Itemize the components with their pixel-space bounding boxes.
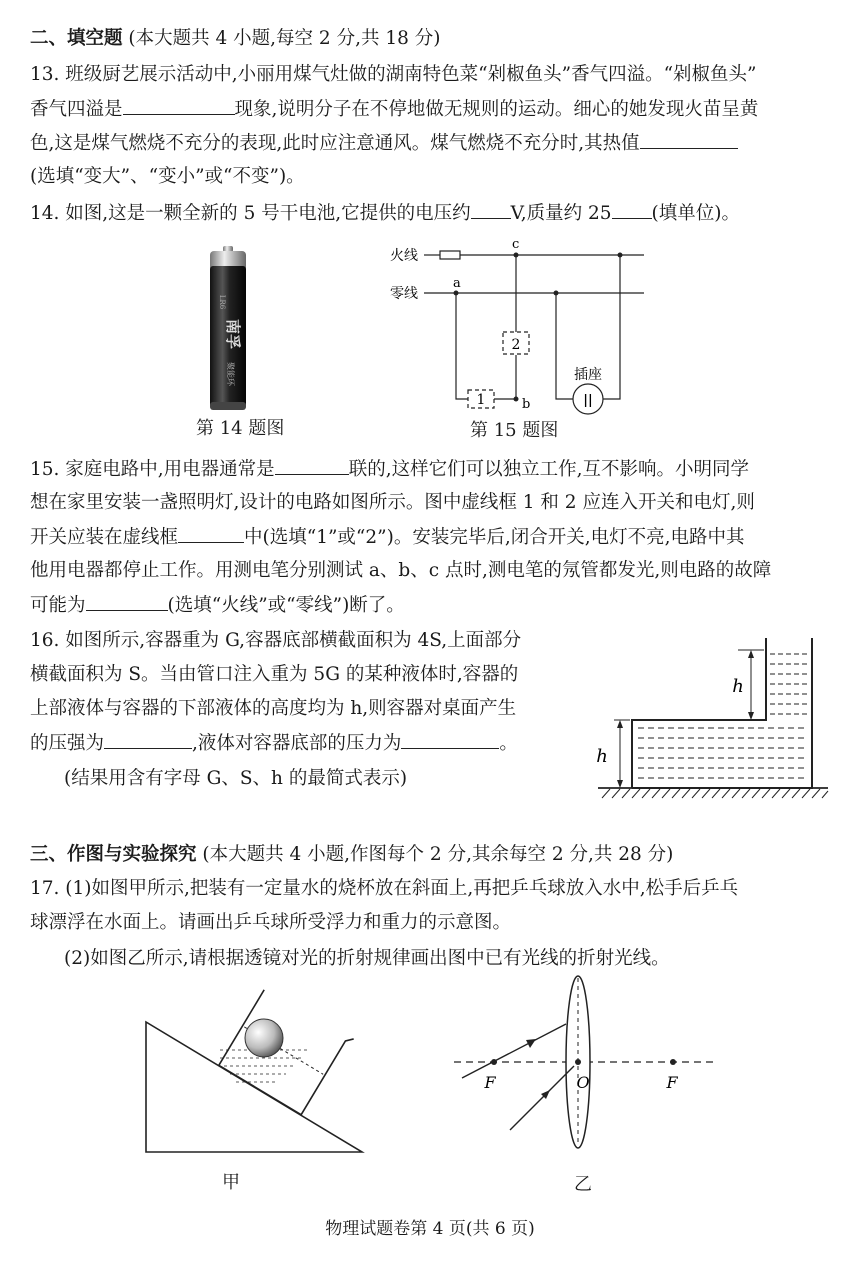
fig15-caption: 第 15 题图 <box>470 420 559 441</box>
point-c-label: c <box>512 237 520 252</box>
q15-line-2: 想在家里安装一盏照明灯,设计的电路如图所示。图中虚线框 1 和 2 应连入开关和电灯,则 <box>30 492 755 513</box>
q13-text-c: 色,这是煤气燃烧不充分的表现,此时应注意通风。煤气燃烧不充分时,其热值 <box>30 133 640 154</box>
fuse-icon <box>440 251 460 259</box>
q15-line-3 <box>30 520 830 555</box>
q15-text-d: 中(选填“1”或“2”)。安装完毕后,闭合开关,电灯不亮,电路中其 <box>244 527 745 548</box>
q13-line-1: 13. 班级厨艺展示活动中,小丽用煤气灶做的湖南特色菜“剁椒鱼头”香气四溢。“剁椒鱼头” <box>30 64 757 85</box>
q15-text-f: (选填“火线”或“零线”)断了。 <box>167 595 405 616</box>
optical-center <box>575 1059 581 1065</box>
incident-ray-1 <box>462 1024 566 1078</box>
q16-line-2: 横截面积为 S。当由管口注入重为 5G 的某种液体时,容器的 <box>30 664 519 685</box>
q13-blank-1[interactable] <box>123 92 235 115</box>
optical-center-label: O <box>576 1073 590 1092</box>
q16-text-b: ,液体对容器底部的压力为 <box>192 733 402 754</box>
container-figure <box>588 632 836 804</box>
q13-text-b: 现象,说明分子在不停地做无规则的运动。细心的她发现火苗呈黄 <box>234 99 759 120</box>
q15-text-e: 可能为 <box>30 595 86 616</box>
live-wire-label: 火线 <box>390 248 418 264</box>
q16-blank-2[interactable] <box>401 726 499 749</box>
battery-brand-sub: 聚能环 <box>226 362 235 386</box>
q16-line-5: (结果用含有字母 G、S、h 的最简式表示) <box>64 768 408 789</box>
convex-lens-figure <box>450 972 720 1162</box>
socket-symbol: || <box>583 393 593 408</box>
focus-right-label: F <box>666 1073 678 1092</box>
q17-line-3: (2)如图乙所示,请根据透镜对光的折射规律画出图中已有光线的折射光线。 <box>64 948 670 969</box>
q15-text-b: 联的,这样它们可以独立工作,互不影响。小明同学 <box>348 459 749 480</box>
q15-text-c: 开关应装在虚线框 <box>30 527 179 548</box>
fig17-yi-caption: 乙 <box>574 1174 592 1195</box>
q16-blank-1[interactable] <box>104 726 192 749</box>
liquid-lower <box>638 728 808 778</box>
neutral-wire-label: 零线 <box>390 286 418 302</box>
circuit-figure <box>376 236 656 416</box>
socket-label: 插座 <box>574 367 602 383</box>
section-2-title: 二、填空题 <box>30 28 123 49</box>
q15-line-4: 他用电器都停止工作。用测电笔分别测试 a、b、c 点时,测电笔的氖管都发光,则电路的故障 <box>30 560 772 581</box>
section-3-heading <box>30 838 830 872</box>
q15-line-5 <box>30 588 830 623</box>
q16-text-a: 的压强为 <box>30 733 105 754</box>
fig14-caption: 第 14 题图 <box>196 418 285 439</box>
q14-blank-2[interactable] <box>612 196 652 219</box>
box-2-label: 2 <box>511 337 521 353</box>
q16-text-c: 。 <box>499 733 518 754</box>
focus-right <box>670 1059 676 1065</box>
q13-line-3 <box>30 126 830 161</box>
ping-pong-ball <box>245 1019 283 1057</box>
section-2-heading <box>30 22 830 56</box>
q13-text-a: 香气四溢是 <box>30 99 123 120</box>
focus-left-label: F <box>484 1073 496 1092</box>
q17-line-2: 球漂浮在水面上。请画出乒乓球所受浮力和重力的示意图。 <box>30 912 512 933</box>
q13-line-2 <box>30 92 830 127</box>
box-1-label: 1 <box>476 392 486 408</box>
q15-line-1 <box>30 452 830 487</box>
point-a-label: a <box>453 276 461 291</box>
q15-blank-2[interactable] <box>178 520 244 543</box>
q16-line-3: 上部液体与容器的下部液体的高度均为 h,则容器对桌面产生 <box>30 698 517 719</box>
incident-ray-2 <box>510 1066 574 1130</box>
q14-text-a: 14. 如图,这是一颗全新的 5 号干电池,它提供的电压约 <box>30 203 471 224</box>
q13-line-4: (选填“变大”、“变小”或“不变”)。 <box>30 166 305 187</box>
q16-line-1: 16. 如图所示,容器重为 G,容器底部横截面积为 4S,上面部分 <box>30 630 522 651</box>
lower-height-label: h <box>596 746 608 767</box>
q14-text-c: (填单位)。 <box>651 203 740 224</box>
q15-blank-3[interactable] <box>86 588 168 611</box>
q15-text-a: 15. 家庭电路中,用电器通常是 <box>30 459 275 480</box>
section-2-note: (本大题共 4 小题,每空 2 分,共 18 分) <box>128 28 441 49</box>
incline-beaker-figure <box>140 980 370 1160</box>
battery-model: LR6 <box>218 294 226 310</box>
q17-line-1: 17. (1)如图甲所示,把装有一定量水的烧杯放在斜面上,再把乒乓球放入水中,松手后乒乓 <box>30 878 739 899</box>
upper-height-label: h <box>732 676 744 697</box>
section-3-note: (本大题共 4 小题,作图每个 2 分,其余每空 2 分,共 28 分) <box>202 844 674 865</box>
point-b-label: b <box>522 397 531 412</box>
battery-figure <box>196 244 260 414</box>
page-footer: 物理试题卷第 4 页(共 6 页) <box>325 1219 535 1239</box>
q15-blank-1[interactable] <box>275 452 349 475</box>
q14-text-b: V,质量约 25 <box>510 203 612 224</box>
q14-line <box>30 196 830 231</box>
battery-brand: 南孚 <box>224 318 242 350</box>
q14-blank-1[interactable] <box>471 196 511 219</box>
liquid-upper <box>770 654 810 714</box>
section-3-title: 三、作图与实验探究 <box>30 844 197 865</box>
fig17-jia-caption: 甲 <box>222 1172 240 1193</box>
q13-blank-2[interactable] <box>640 126 738 149</box>
